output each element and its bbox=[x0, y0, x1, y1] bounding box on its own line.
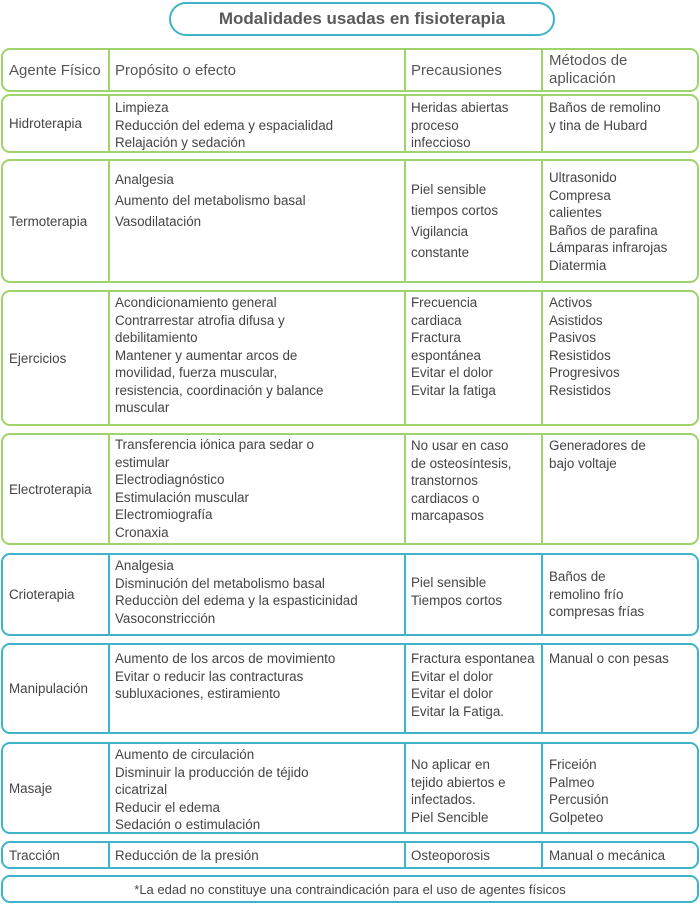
purpose-line: Aumento del metabolismo basal bbox=[115, 193, 306, 208]
purpose-line: Sedación o estimulación bbox=[115, 817, 261, 832]
precaution-line: proceso bbox=[411, 117, 459, 133]
purpose-line: Reducción del edema y espacialidad bbox=[115, 117, 334, 133]
agent-cell bbox=[5, 50, 108, 90]
table-row-electroterapia bbox=[1, 433, 699, 545]
method-line: Ultrasonido bbox=[549, 170, 617, 185]
precaution-line: Vigilancia bbox=[411, 224, 469, 239]
purpose-line: Evitar o reducir las contracturas bbox=[115, 668, 304, 684]
method-line: Generadores de bbox=[549, 438, 646, 453]
header-methods-cell bbox=[546, 50, 699, 90]
methods-cell bbox=[546, 96, 699, 151]
agent-cell bbox=[5, 435, 108, 543]
precaution-line: Frecuencia bbox=[411, 295, 478, 310]
precaution-line: Evitar el dolor bbox=[411, 686, 493, 701]
purpose-line: debilitamiento bbox=[115, 330, 198, 345]
precaution-line: Piel sensible bbox=[411, 575, 487, 590]
precaution-line: Evitar el dolor bbox=[411, 668, 493, 684]
precaution-line: tejido abiertos e bbox=[411, 774, 506, 790]
header-agent: Agente Físico bbox=[9, 61, 101, 79]
purpose-line: Cronaxia bbox=[115, 524, 169, 540]
header-methods: Métodos de bbox=[549, 52, 628, 69]
purpose-line: subluxaciones, estiramiento bbox=[115, 686, 281, 701]
method-line: Manual o mecánica bbox=[549, 848, 666, 863]
precaution-line: cardiaca bbox=[411, 312, 462, 328]
purpose-line: Analgesia bbox=[115, 172, 174, 187]
precaution-line: No aplicar en bbox=[411, 757, 490, 772]
table-row-termoterapia bbox=[1, 159, 699, 283]
precaution-line: Fractura bbox=[411, 330, 461, 345]
precautions-cell bbox=[408, 843, 543, 867]
purpose-line: Relajación y sedación bbox=[115, 135, 246, 150]
table-row-traccion bbox=[1, 841, 699, 869]
purpose-cell bbox=[112, 744, 406, 832]
column-divider bbox=[108, 292, 110, 424]
agent-cell bbox=[5, 645, 108, 732]
column-divider bbox=[108, 96, 110, 151]
purpose-cell bbox=[112, 161, 406, 281]
methods-cell bbox=[546, 843, 699, 867]
column-divider bbox=[108, 843, 110, 867]
precaution-line: Osteoporosis bbox=[411, 848, 490, 863]
methods-cell bbox=[546, 435, 699, 543]
purpose-line: Electrodiagnóstico bbox=[115, 472, 225, 487]
purpose-cell bbox=[112, 435, 406, 543]
purpose-line: movilidad, fuerza muscular, bbox=[115, 365, 278, 380]
methods-cell bbox=[546, 744, 699, 832]
purpose-line: estimular bbox=[115, 454, 170, 470]
agent-name: Hidroterapia bbox=[9, 116, 82, 131]
agent-cell bbox=[5, 744, 108, 832]
agent-cell bbox=[5, 96, 108, 151]
precaution-line: marcapasos bbox=[411, 508, 484, 523]
purpose-line: Electromiografía bbox=[115, 507, 213, 522]
method-line: y tina de Hubard bbox=[549, 117, 648, 133]
purpose-line: Reducción de la presión bbox=[115, 848, 259, 863]
agent-cell bbox=[5, 843, 108, 867]
precautions-cell bbox=[408, 555, 543, 634]
header-purpose: Propósito o efecto bbox=[115, 61, 236, 79]
agent-cell bbox=[5, 161, 108, 281]
purpose-line: Contrarrestar atrofia difusa y bbox=[115, 312, 285, 328]
purpose-line: Vasoconstricción bbox=[115, 610, 216, 626]
purpose-cell bbox=[112, 843, 406, 867]
table-row-ejercicios bbox=[1, 290, 699, 426]
method-line: Pasivos bbox=[549, 330, 596, 345]
purpose-line: muscular bbox=[115, 400, 170, 415]
purpose-line: Estimulación muscular bbox=[115, 489, 249, 505]
method-line: bajo voltaje bbox=[549, 455, 617, 471]
agent-name: Electroterapia bbox=[9, 481, 92, 497]
precaution-line: de osteosíntesis, bbox=[411, 455, 512, 471]
purpose-line: cicatrizal bbox=[115, 782, 168, 797]
method-line: remolino frío bbox=[549, 586, 624, 602]
precautions-cell bbox=[408, 744, 543, 832]
column-divider bbox=[108, 645, 110, 732]
table-row-masaje bbox=[1, 742, 699, 834]
footnote: *La edad no constituye una contraindicación para el uso de agentes físicos bbox=[1, 875, 699, 903]
purpose-line: Disminución del metabolismo basal bbox=[115, 575, 325, 591]
precautions-cell bbox=[408, 161, 543, 281]
method-line: Progresivos bbox=[549, 365, 620, 380]
table-header-row bbox=[1, 48, 699, 92]
agent-name: Crioterapia bbox=[9, 587, 75, 602]
precaution-line: Fractura espontanea bbox=[411, 651, 535, 666]
table-row-hidroterapia bbox=[1, 94, 699, 153]
precaution-line: tiempos cortos bbox=[411, 203, 499, 218]
purpose-line: Acondicionamiento general bbox=[115, 295, 277, 310]
purpose-line: Transferencia iónica para sedar o bbox=[115, 437, 314, 452]
purpose-line: Limpieza bbox=[115, 100, 169, 115]
precaution-line: Evitar el dolor bbox=[411, 365, 493, 380]
precaution-line: cardiacos o bbox=[411, 490, 480, 506]
purpose-line: Mantener y aumentar arcos de bbox=[115, 347, 298, 363]
precaution-line: Piel Sencible bbox=[411, 809, 489, 825]
method-line: Diatermia bbox=[549, 257, 607, 273]
purpose-cell bbox=[112, 292, 406, 424]
method-line: calientes bbox=[549, 205, 602, 220]
purpose-cell bbox=[112, 96, 406, 151]
purpose-line: resistencia, coordinación y balance bbox=[115, 382, 324, 398]
precaution-line: No usar en caso bbox=[411, 438, 509, 453]
method-line: Resistidos bbox=[549, 382, 611, 398]
header-precautions: Precausiones bbox=[411, 61, 502, 79]
agent-cell bbox=[5, 555, 108, 634]
precaution-line: transtornos bbox=[411, 473, 478, 488]
column-divider bbox=[108, 555, 110, 634]
purpose-line: Aumento de los arcos de movimiento bbox=[115, 651, 336, 666]
header-methods: aplicación bbox=[549, 70, 616, 87]
method-line: Lámparas infrarojas bbox=[549, 240, 668, 255]
method-line: Compresa bbox=[549, 187, 611, 203]
page-title: Modalidades usadas en fisioterapia bbox=[169, 2, 555, 36]
method-line: Golpeteo bbox=[549, 809, 604, 825]
agent-name: Tracción bbox=[9, 847, 60, 863]
method-line: Baños de parafina bbox=[549, 222, 658, 238]
methods-cell bbox=[546, 645, 699, 732]
precaution-line: constante bbox=[411, 245, 470, 260]
column-divider bbox=[108, 744, 110, 832]
purpose-line: Aumento de circulación bbox=[115, 747, 255, 762]
purpose-line: Analgesia bbox=[115, 558, 174, 573]
agent-name: Termoterapia bbox=[9, 213, 88, 229]
precaution-line: Tiempos cortos bbox=[411, 592, 503, 608]
method-line: Palmeo bbox=[549, 774, 595, 790]
precautions-cell bbox=[408, 292, 543, 424]
precaution-line: infeccioso bbox=[411, 135, 471, 150]
method-line: Friceión bbox=[549, 757, 597, 772]
column-divider bbox=[108, 435, 110, 543]
method-line: Asistidos bbox=[549, 312, 603, 328]
method-line: Manual o con pesas bbox=[549, 651, 669, 666]
header-purpose-cell bbox=[112, 50, 406, 90]
agent-name: Manipulación bbox=[9, 681, 88, 696]
precaution-line: Evitar la Fatiga. bbox=[411, 703, 505, 719]
purpose-line: Vasodilatación bbox=[115, 214, 202, 229]
precaution-line: infectados. bbox=[411, 792, 476, 807]
precaution-line: espontánea bbox=[411, 347, 481, 363]
precautions-cell bbox=[408, 96, 543, 151]
purpose-line: Disminuir la producción de téjido bbox=[115, 764, 309, 780]
table-row-crioterapia bbox=[1, 553, 699, 636]
method-line: Baños de remolino bbox=[549, 100, 661, 115]
purpose-cell bbox=[112, 645, 406, 732]
purpose-line: Reducir el edema bbox=[115, 799, 220, 815]
header-precautions-cell bbox=[408, 50, 543, 90]
precautions-cell bbox=[408, 435, 543, 543]
column-divider bbox=[108, 161, 110, 281]
method-line: Activos bbox=[549, 295, 593, 310]
precaution-line: Heridas abiertas bbox=[411, 100, 509, 115]
column-divider bbox=[108, 50, 110, 90]
agent-name: Masaje bbox=[9, 780, 53, 796]
precautions-cell bbox=[408, 645, 543, 732]
methods-cell bbox=[546, 555, 699, 634]
purpose-line: Reducciòn del edema y la espasticinidad bbox=[115, 593, 358, 608]
methods-cell bbox=[546, 292, 699, 424]
method-line: Percusión bbox=[549, 792, 609, 807]
methods-cell bbox=[546, 161, 699, 281]
table-row-manipulacion bbox=[1, 643, 699, 734]
agent-name: Ejercicios bbox=[9, 350, 67, 366]
method-line: Resistidos bbox=[549, 347, 611, 363]
precaution-line: Piel sensible bbox=[411, 182, 487, 197]
purpose-cell bbox=[112, 555, 406, 634]
precaution-line: Evitar la fatiga bbox=[411, 382, 496, 398]
method-line: compresas frías bbox=[549, 604, 645, 619]
agent-cell bbox=[5, 292, 108, 424]
method-line: Baños de bbox=[549, 569, 606, 584]
